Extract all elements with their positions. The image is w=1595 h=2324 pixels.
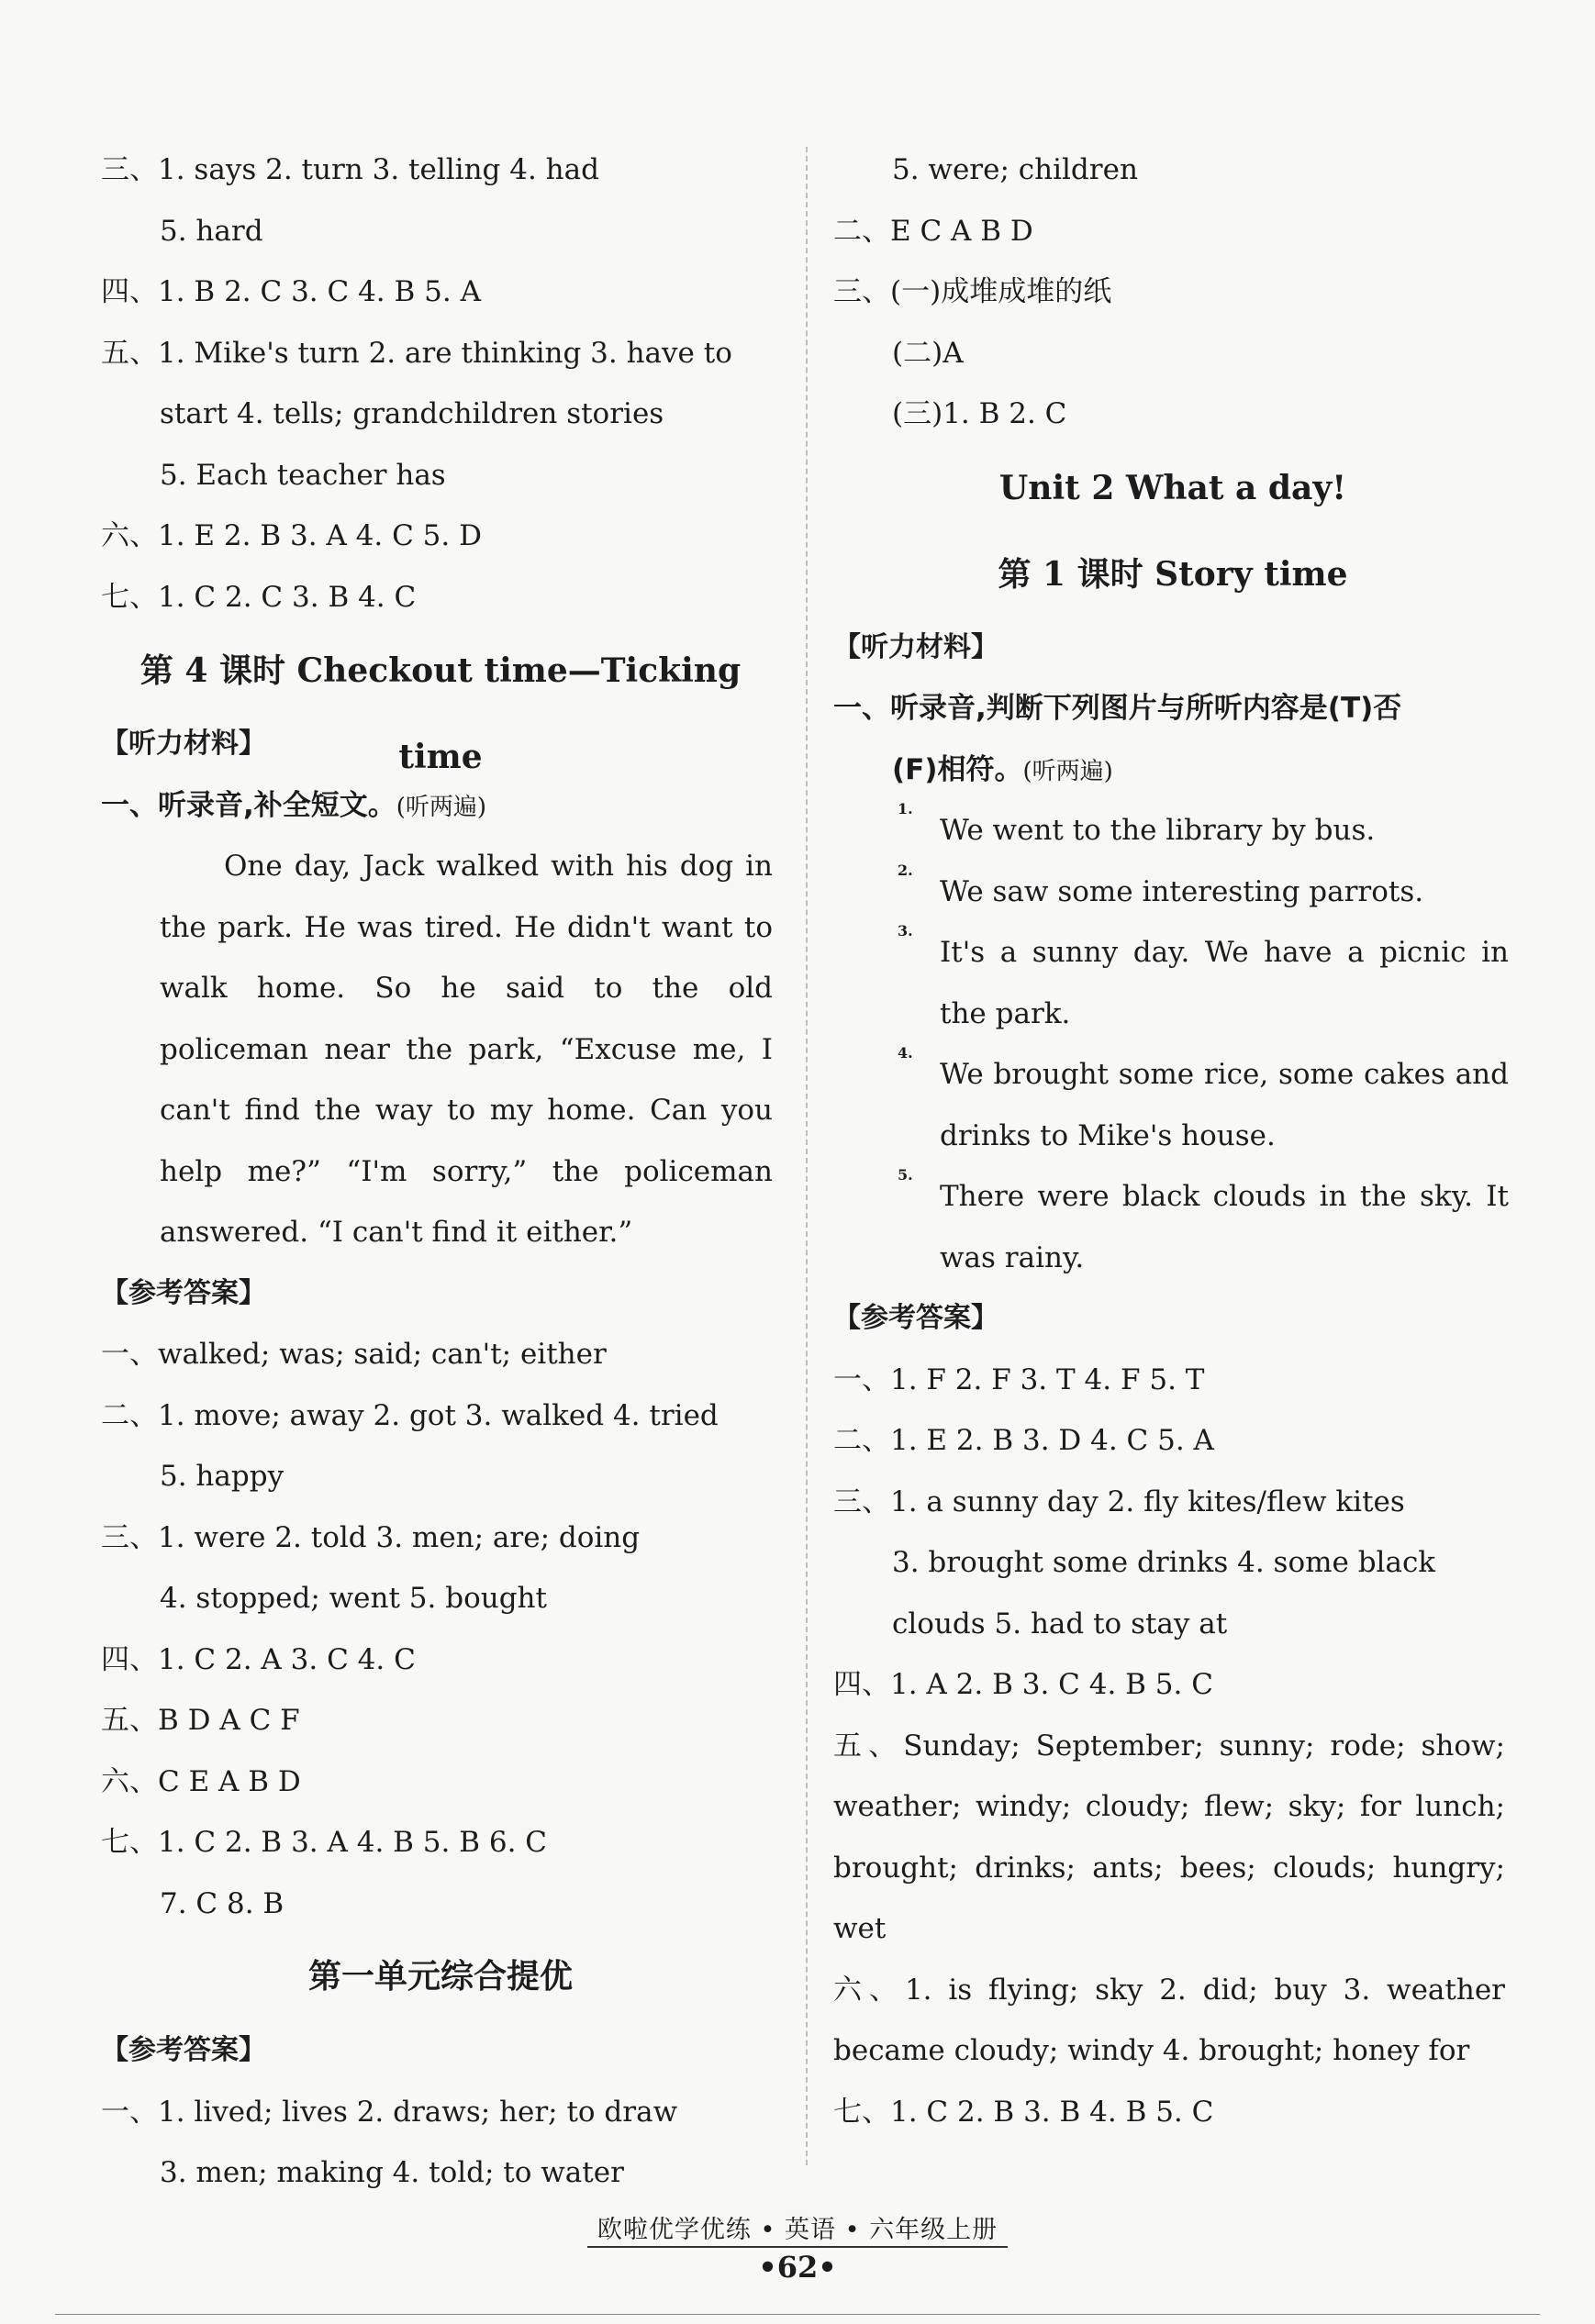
answer-line: 四、1. B 2. C 3. C 4. B 5. A <box>101 275 481 308</box>
answer-line: 四、1. A 2. B 3. C 4. B 5. C <box>833 1668 1213 1701</box>
answer-line: clouds 5. had to stay at <box>892 1607 1228 1640</box>
answer-line: 三、(一)成堆成堆的纸 <box>833 275 1112 308</box>
question-text: (F)相符。 <box>892 752 1023 786</box>
answer-line: 二、1. move; away 2. got 3. walked 4. tried <box>101 1398 719 1432</box>
list-item <box>833 922 1512 1044</box>
answer-line: 一、walked; was; said; can't; either <box>101 1338 607 1371</box>
answer-line: 二、1. E 2. B 3. D 4. C 5. A <box>833 1424 1214 1457</box>
answer-line: 4. stopped; went 5. bought <box>160 1582 547 1615</box>
item-text: We saw some interesting parrots. <box>940 874 1424 908</box>
unit-1-review-title: 第一单元综合提优 <box>307 1958 573 1996</box>
listening-material-label: 【听力材料】 <box>833 630 998 663</box>
answer-line: 一、1. F 2. F 3. T 4. F 5. T <box>833 1362 1205 1396</box>
answer-line: 三、1. were 2. told 3. men; are; doing <box>101 1520 641 1554</box>
answer-line: 五、1. Mike's turn 2. are thinking 3. have to <box>101 336 732 370</box>
left-column <box>101 139 780 2204</box>
answer-line: 六、1. E 2. B 3. A 4. C 5. D <box>101 519 482 552</box>
listening-passage: One day, Jack walked with his dog in the park. He was tired. He didn't want to walk home. So he said to the old policeman near the park, “Excuse me, I can't find the way to my home. Can you help me?” “I'm sorry,” the policeman answered. “I can't find it either.” <box>160 850 773 1249</box>
answer-line: 五、B D A C F <box>101 1704 300 1737</box>
item-text: It's a sunny day. We have a picnic in the park. <box>940 936 1509 1030</box>
page-number: •62• <box>758 2250 837 2285</box>
question-note: (听两遍) <box>1022 757 1113 785</box>
list-item <box>833 1044 1512 1166</box>
answer-line: start 4. tells; grandchildren stories <box>160 397 664 430</box>
answer-paragraph: 五、Sunday; September; sunny; rode; show; weather; windy; cloudy; flew; sky; for lunch; brought; drinks; ants; bees; clouds; hungry; wet <box>833 1729 1505 1945</box>
answers-label: 【参考答案】 <box>101 1276 266 1309</box>
item-number: 4. <box>898 1044 913 1062</box>
answers-label: 【参考答案】 <box>833 1302 998 1334</box>
footer-rule <box>587 2246 1008 2248</box>
book-title: 欧啦优学优练 • 英语 • 六年级上册 <box>597 2216 998 2244</box>
item-text: We brought some rice, some cakes and drinks to Mike's house. <box>940 1058 1509 1152</box>
bottom-rule <box>55 2314 1540 2315</box>
answer-line: 一、1. lived; lives 2. draws; her; to draw <box>101 2095 678 2129</box>
question-heading <box>833 739 1512 801</box>
question-text: 一、听录音,判断下列图片与所听内容是(T)否 <box>833 692 1402 725</box>
answer-line: 七、1. C 2. B 3. A 4. B 5. B 6. C <box>101 1826 548 1859</box>
answer-line: 5. hard <box>160 214 263 248</box>
answer-line: (三)1. B 2. C <box>892 397 1067 430</box>
unit-2-title: Unit 2 What a day! <box>998 468 1347 507</box>
right-column <box>833 139 1512 2142</box>
answer-line: (二)A <box>892 336 964 370</box>
answer-line: 四、1. C 2. A 3. C 4. C <box>101 1642 416 1676</box>
answer-line: 三、1. says 2. turn 3. telling 4. had <box>101 153 599 186</box>
answer-paragraph: 六、1. is flying; sky 2. did; buy 3. weather became cloudy; windy 4. brought; honey for <box>833 1973 1505 2067</box>
lesson-4-title: 第 4 课时 Checkout time—Ticking time <box>139 651 742 776</box>
answer-line: 二、E C A B D <box>833 214 1033 248</box>
answer-line: 7. C 8. B <box>160 1886 284 1920</box>
item-number: 5. <box>898 1166 913 1184</box>
answer-line: 三、1. a sunny day 2. fly kites/flew kites <box>833 1484 1405 1518</box>
answer-line: 七、1. C 2. B 3. B 4. B 5. C <box>833 2095 1214 2129</box>
question-note: (听两遍) <box>396 793 487 821</box>
answer-line: 5. were; children <box>892 153 1138 186</box>
item-number: 2. <box>898 861 913 879</box>
item-text: There were black clouds in the sky. It was rainy. <box>940 1180 1509 1274</box>
item-text: We went to the library by bus. <box>940 814 1376 847</box>
lesson-1-title: 第 1 课时 Story time <box>998 554 1348 594</box>
list-item <box>833 1166 1512 1288</box>
answer-line: 3. men; making 4. told; to water <box>160 2156 624 2189</box>
answer-line: 七、1. C 2. C 3. B 4. C <box>101 580 417 614</box>
list-item <box>833 862 1512 923</box>
answer-line: 5. Each teacher has <box>160 458 446 492</box>
list-item <box>833 800 1512 862</box>
column-divider <box>806 147 808 2165</box>
answer-line: 5. happy <box>160 1460 284 1493</box>
answers-label: 【参考答案】 <box>101 2034 266 2066</box>
listening-material-label: 【听力材料】 <box>101 728 266 760</box>
answer-line: 3. brought some drinks 4. some black <box>892 1546 1436 1579</box>
question-text: 一、听录音,补全短文。 <box>101 788 396 822</box>
item-number: 1. <box>898 800 913 817</box>
answer-line: 六、C E A B D <box>101 1764 301 1798</box>
item-number: 3. <box>898 922 913 940</box>
question-heading <box>101 775 780 837</box>
